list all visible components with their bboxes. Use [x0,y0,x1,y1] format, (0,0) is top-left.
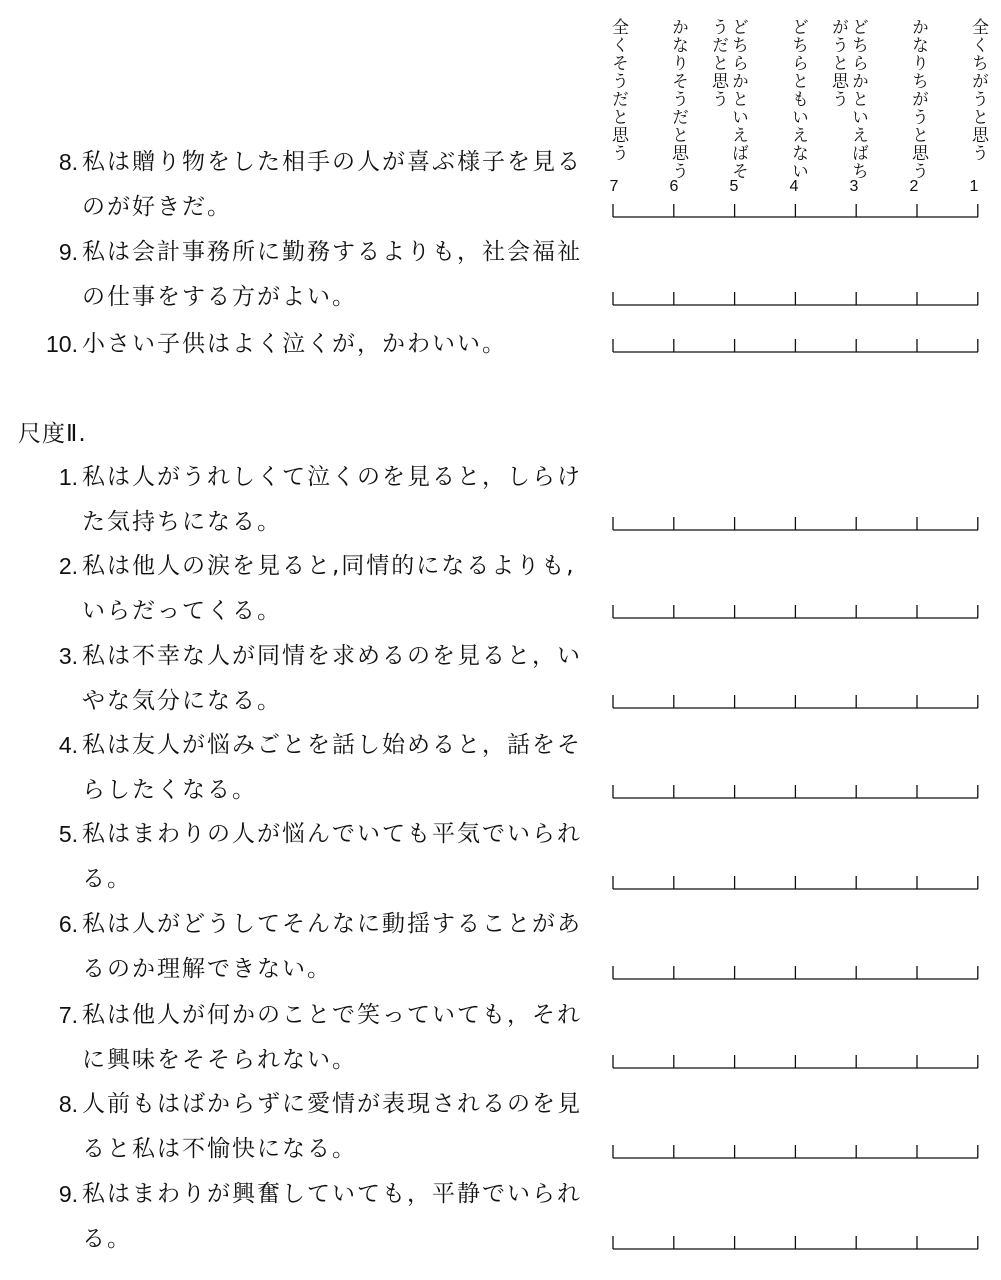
question-text: 私は人がどうしてそんなに動揺することがあるのか理解できない。 [82,911,582,982]
question-number: 2. [58,553,78,579]
scale-label: どちらかといえばそうだと思う [708,18,748,180]
question-number: 8. [58,149,78,175]
question-text: 小さい子供はよく泣くが，かわいい。 [82,331,507,357]
scale-label: かなりちがうと思う [908,18,928,180]
rating-scale[interactable] [612,204,980,218]
question-text: 私は人がうれしくて泣くのを見ると，しらけた気持ちになる。 [82,464,582,535]
question-text: 私は友人が悩みごとを話し始めると，話をそらしたくなる。 [82,732,582,803]
scale-number: 4 [789,178,799,195]
question-number: 10. [46,331,78,357]
scale-header-col-1 [954,14,994,194]
scale-number: 2 [909,178,919,195]
question-number: 3. [58,643,78,669]
rating-scale[interactable] [612,605,980,619]
question-number: 9. [58,239,78,265]
section-title: 尺度Ⅱ. [18,421,87,447]
scale-number: 1 [969,178,979,195]
scale-header-col-7 [594,14,634,194]
scale-number: 5 [729,178,739,195]
rating-scale[interactable] [612,292,980,306]
rating-scale[interactable] [612,339,980,353]
scale-label: 全くそうだと思う [608,18,628,162]
scale-label: どちらともいえない [788,18,808,180]
question-number: 9. [58,1181,78,1207]
scale-label: 全くちがうと思う [968,18,988,162]
scale-number: 7 [609,178,619,195]
question-text: 私は不幸な人が同情を求めるのを見ると，いやな気分になる。 [82,643,582,714]
rating-scale[interactable] [612,1055,980,1069]
scale-number: 6 [669,178,679,195]
question-text: 人前もはばからずに愛情が表現されるのを見ると私は不愉快になる。 [82,1091,582,1162]
scale-label: どちらかといえばちがうと思う [828,18,868,180]
question-text: 私は他人の涙を見ると,同情的になるよりも,いらだってくる。 [82,553,576,624]
scale-header-col-6 [654,14,694,194]
scale-header-col-2 [894,14,934,194]
question-number: 6. [58,911,78,937]
question-number: 5. [58,821,78,847]
scale-header-col-3 [828,14,874,195]
scale-header-col-5 [708,14,754,195]
question-number: 7. [58,1002,78,1028]
rating-scale[interactable] [612,695,980,709]
scale-label: かなりそうだと思う [668,18,688,180]
scale-number: 3 [849,178,859,195]
rating-scale[interactable] [612,876,980,890]
question-number: 8. [58,1091,78,1117]
question-text: 私は会計事務所に勤務するよりも，社会福祉の仕事をする方がよい。 [82,239,582,310]
rating-scale[interactable] [612,517,980,531]
question-text: 私は贈り物をした相手の人が喜ぶ様子を見るのが好きだ。 [82,149,582,220]
question-text: 私は他人が何かのことで笑っていても，それに興味をそそられない。 [82,1002,582,1073]
scale-header-col-4 [774,14,814,194]
question-number: 1. [58,464,78,490]
rating-scale[interactable] [612,785,980,799]
question-number: 4. [58,732,78,758]
question-text: 私はまわりが興奮していても，平静でいられる。 [82,1181,582,1252]
rating-scale[interactable] [612,1236,980,1250]
rating-scale[interactable] [612,966,980,980]
question-text: 私はまわりの人が悩んでいても平気でいられる。 [82,821,582,892]
rating-scale[interactable] [612,1145,980,1159]
